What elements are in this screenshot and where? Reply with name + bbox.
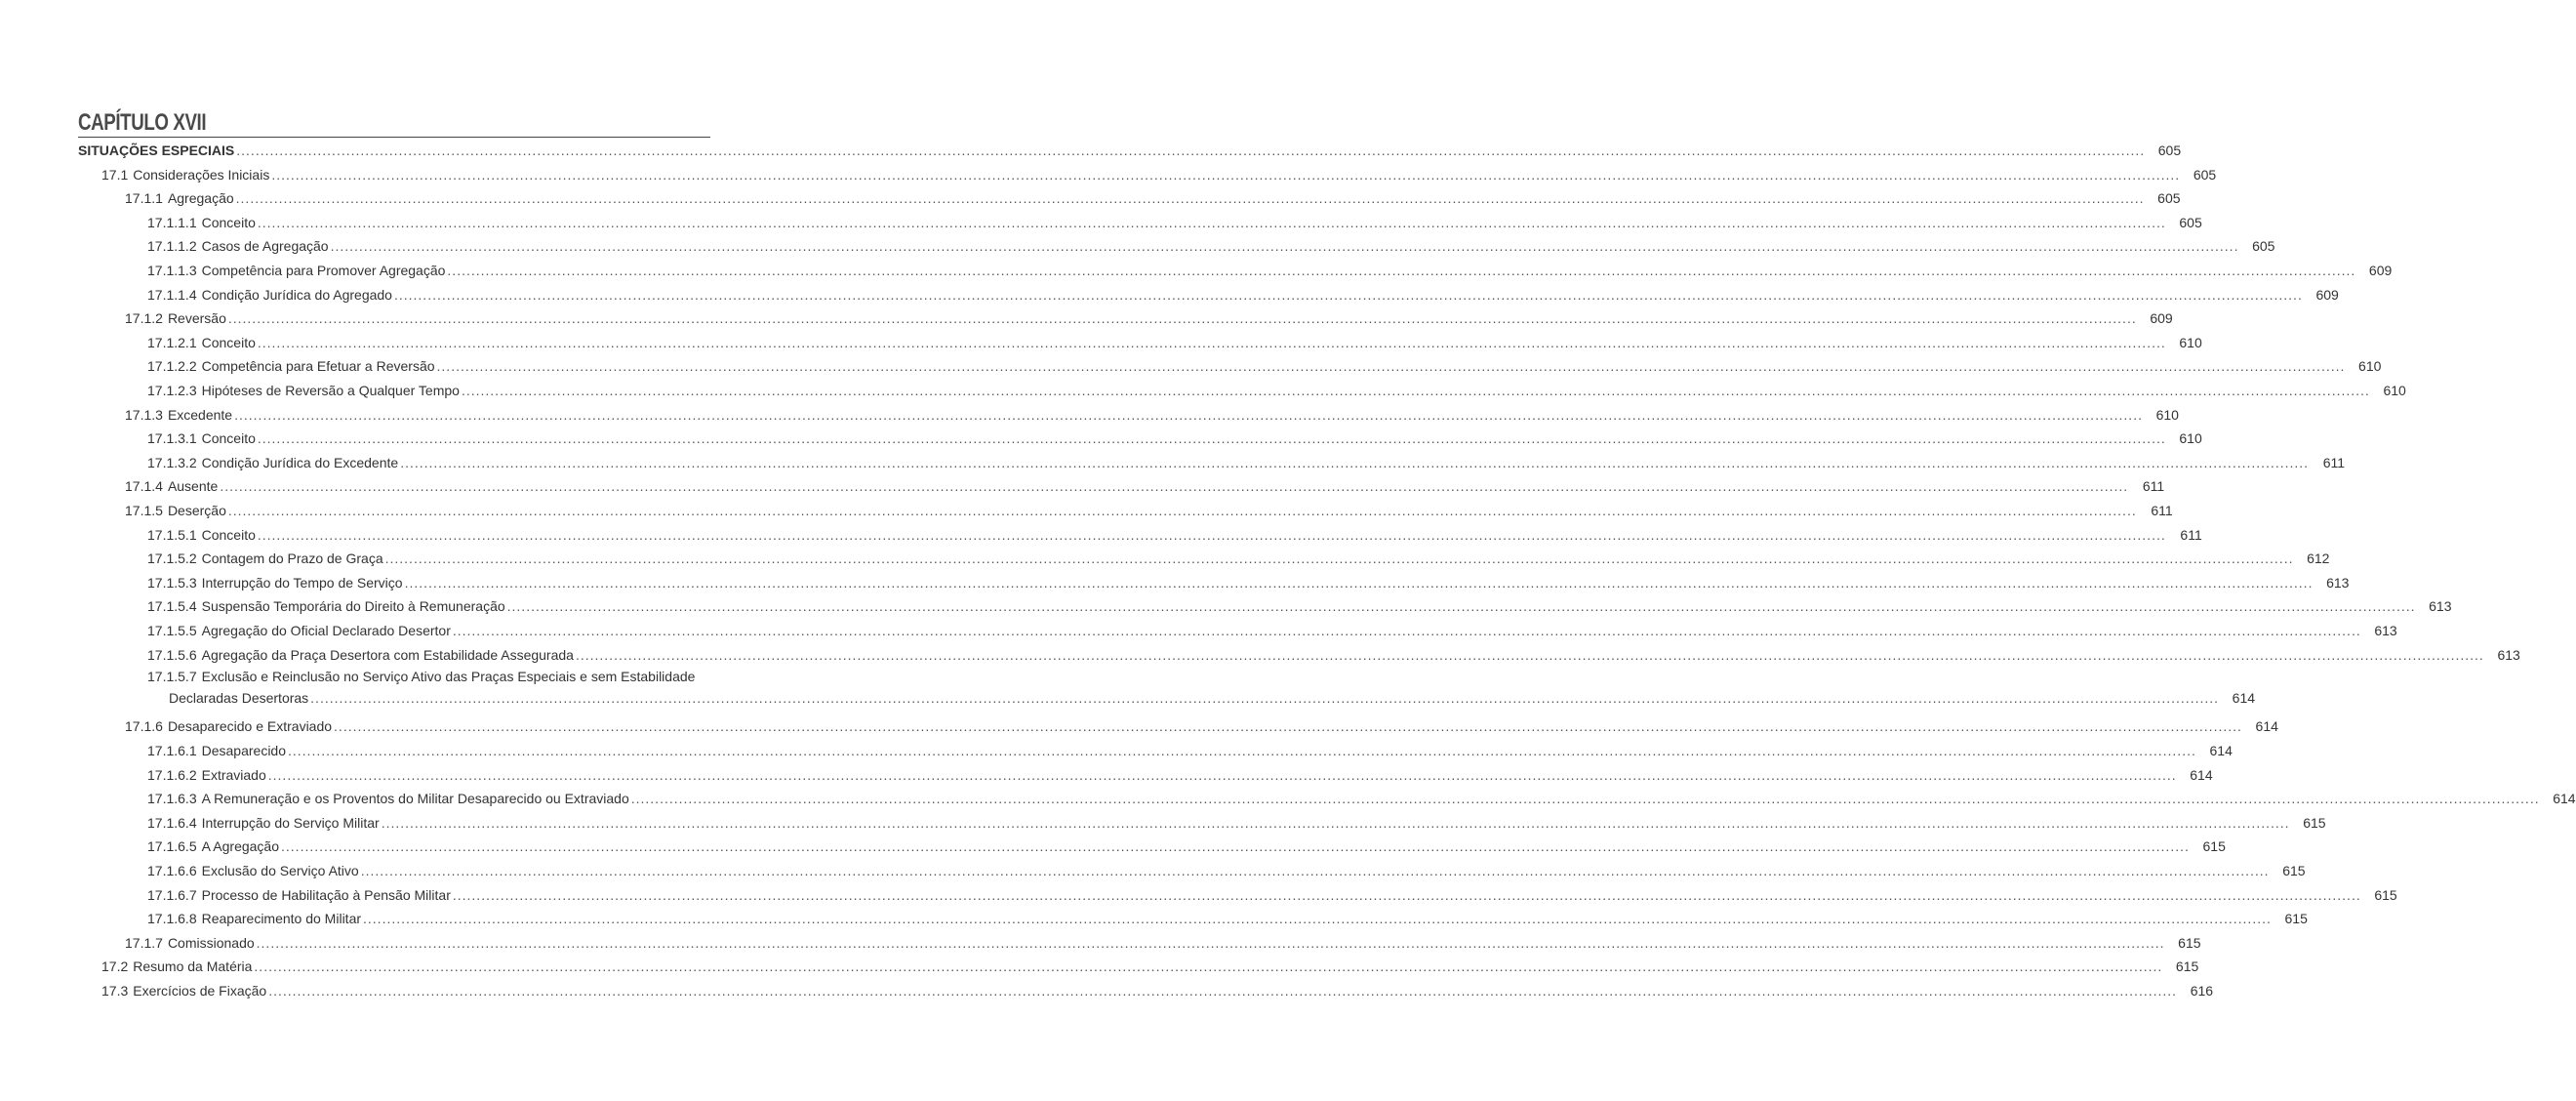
toc-page-number: 611 [2180, 526, 2202, 543]
toc-entry[interactable] [78, 138, 2182, 159]
toc-page-number: 613 [2497, 646, 2520, 663]
toc-entry-label [147, 430, 256, 447]
toc-page-number: 611 [2151, 503, 2173, 518]
toc-entry[interactable] [147, 762, 2213, 784]
toc-entry-number: 17.1.7 [125, 934, 163, 951]
toc-leader-dots: ................................................................................................................................................................................................................................................................................................................................................................................................................ [220, 478, 2129, 495]
toc-entry-number: 17.1.5.6 [147, 646, 197, 663]
toc-page-number: 611 [2322, 454, 2346, 470]
toc-entry-label [147, 623, 451, 639]
toc-page-number: 614 [2209, 743, 2233, 758]
toc-leader-dots: ................................................................................................................................................................................................................................................................................................................................................................................................................ [436, 358, 2346, 375]
toc-entry[interactable] [125, 714, 2278, 735]
toc-entry-label [125, 310, 226, 327]
toc-entry-number: 17.1.1.4 [147, 286, 197, 303]
toc-entry-label [101, 167, 269, 184]
toc-entry-number: 17.1.2 [125, 310, 163, 327]
toc-leader-dots: ................................................................................................................................................................................................................................................................................................................................................................................................................ [271, 166, 2181, 183]
toc-entry[interactable] [147, 210, 2202, 231]
toc-entry-number: 17.1.5.7 [147, 669, 197, 685]
toc-entry[interactable] [125, 498, 2173, 519]
toc-page-number: 610 [2179, 430, 2202, 447]
toc-entry[interactable] [147, 810, 2326, 832]
toc-entry-number: 17.1.1 [125, 190, 163, 207]
toc-leader-dots: ................................................................................................................................................................................................................................................................................................................................................................................................................ [257, 430, 2166, 447]
toc-entry-title: Extraviado [201, 766, 266, 783]
toc-entry-label [147, 550, 383, 567]
toc-leader-dots: ................................................................................................................................................................................................................................................................................................................................................................................................................ [630, 791, 2540, 807]
toc-leader-dots: ................................................................................................................................................................................................................................................................................................................................................................................................................ [452, 886, 2361, 903]
toc-entry[interactable] [147, 378, 2406, 399]
toc-page-number: 615 [2178, 934, 2201, 951]
toc-entry[interactable] [147, 786, 2576, 807]
toc-leader-dots: ................................................................................................................................................................................................................................................................................................................................................................................................................ [363, 911, 2272, 927]
toc-page-number: 605 [2193, 166, 2217, 183]
toc-entry[interactable] [101, 978, 2214, 999]
toc-page-number: 609 [2315, 286, 2339, 303]
toc-entry-number: 17.1.5.1 [147, 526, 197, 543]
toc-leader-dots: ................................................................................................................................................................................................................................................................................................................................................................................................................ [288, 743, 2196, 758]
toc-leader-dots: ................................................................................................................................................................................................................................................................................................................................................................................................................ [235, 190, 2145, 207]
toc-page-number: 613 [2326, 574, 2350, 591]
toc-page-number: 615 [2175, 958, 2199, 975]
toc-leader-dots: ................................................................................................................................................................................................................................................................................................................................................................................................................ [257, 526, 2166, 543]
toc-entry[interactable] [147, 426, 2202, 447]
toc-entry[interactable] [147, 738, 2233, 759]
toc-entry[interactable] [169, 685, 2256, 707]
toc-entry-number: 17.1.5.2 [147, 550, 197, 567]
toc-entry-title-line2: Declaradas Desertoras [169, 690, 309, 707]
toc-page-number: 614 [2553, 791, 2576, 807]
toc-entry-label [147, 335, 256, 351]
toc-entry[interactable] [125, 473, 2165, 495]
toc-entry-number: 17.1.2.2 [147, 358, 197, 375]
toc-entry-number: 17.1.1.1 [147, 214, 197, 230]
toc-entry-title: Deserção [167, 503, 226, 518]
toc-entry-label [147, 575, 403, 591]
toc-leader-dots: ................................................................................................................................................................................................................................................................................................................................................................................................................ [227, 503, 2137, 518]
toc-entry-title: Exercícios de Fixação [133, 983, 267, 999]
toc-entry-number: 17.1.1.3 [147, 263, 197, 278]
toc-entry-title: Processo de Habilitação à Pensão Militar [201, 886, 451, 903]
toc-entry[interactable] [125, 402, 2179, 424]
toc-entry-number: 17.1.6.3 [147, 791, 197, 807]
toc-entry-label [147, 598, 505, 615]
toc-entry[interactable] [101, 162, 2217, 184]
toc-entry-title: Competência para Promover Agregação [201, 263, 446, 278]
toc-entry-label [125, 718, 332, 735]
toc-entry-number: 17.3 [101, 983, 129, 999]
toc-entry-label [125, 935, 255, 952]
toc-page-number: 605 [2252, 238, 2275, 255]
toc-leader-dots: ................................................................................................................................................................................................................................................................................................................................................................................................................ [506, 598, 2416, 615]
toc-leader-dots: ................................................................................................................................................................................................................................................................................................................................................................................................................ [234, 406, 2143, 423]
toc-entry-label [147, 838, 279, 855]
toc-entry[interactable] [147, 858, 2306, 879]
toc-page-number: 615 [2284, 911, 2308, 927]
toc-entry-title: SITUAÇÕES ESPECIAIS [78, 143, 235, 158]
toc-entry-title: Suspensão Temporária do Direito à Remuneração [201, 598, 505, 615]
toc-leader-dots: ................................................................................................................................................................................................................................................................................................................................................................................................................ [267, 766, 2177, 783]
toc-entry-title: Conceito [201, 430, 256, 447]
toc-leader-dots: ................................................................................................................................................................................................................................................................................................................................................................................................................ [452, 623, 2361, 638]
toc-page-number: 611 [2142, 478, 2165, 495]
toc-entry-number: 17.1.3.1 [147, 430, 197, 447]
toc-entry-title: Contagem do Prazo de Graça [201, 550, 383, 567]
toc-leader-dots: ................................................................................................................................................................................................................................................................................................................................................................................................................ [281, 838, 2190, 855]
toc-entry-title: Resumo da Matéria [133, 958, 253, 975]
toc-entry-title: A Remuneração e os Proventos do Militar Desaparecido ou Extraviado [201, 791, 629, 807]
toc-entry-label [147, 383, 460, 399]
toc-entry-title: Interrupção do Serviço Militar [201, 814, 380, 831]
toc-entry-label [147, 791, 629, 807]
toc-entry-label [78, 143, 234, 159]
toc-entry-label [147, 647, 574, 664]
toc-entry-label [101, 983, 266, 999]
toc-entry[interactable] [147, 834, 2226, 855]
toc-entry-title: Casos de Agregação [201, 238, 329, 255]
toc-entry-title: Agregação [167, 190, 234, 207]
toc-entry[interactable] [147, 906, 2308, 927]
toc-entry-title: Ausente [167, 478, 219, 495]
toc-page-number: 610 [2179, 334, 2202, 350]
toc-entry[interactable] [147, 522, 2202, 544]
toc-entry-label [147, 455, 398, 471]
toc-entry-number: 17.1.6.4 [147, 814, 197, 831]
toc-page-number: 614 [2190, 766, 2213, 783]
toc-leader-dots: ................................................................................................................................................................................................................................................................................................................................................................................................................ [393, 286, 2303, 303]
toc-entry[interactable] [125, 185, 2181, 207]
toc-page-number: 613 [2429, 598, 2452, 615]
toc-leader-dots: ................................................................................................................................................................................................................................................................................................................................................................................................................ [236, 143, 2146, 158]
toc-leader-dots: ................................................................................................................................................................................................................................................................................................................................................................................................................ [257, 334, 2166, 350]
toc-entry-label [125, 407, 232, 424]
toc-leader-dots: ................................................................................................................................................................................................................................................................................................................................................................................................................ [330, 238, 2239, 255]
toc-page-number: 615 [2202, 838, 2226, 855]
toc-leader-dots: ................................................................................................................................................................................................................................................................................................................................................................................................................ [256, 934, 2165, 951]
toc-entry[interactable] [147, 233, 2275, 255]
toc-entry-title: Interrupção do Tempo de Serviço [201, 574, 403, 591]
toc-page-number: 615 [2374, 886, 2397, 903]
toc-entry-title: Conceito [201, 526, 256, 543]
toc-page-number: 609 [2150, 310, 2173, 327]
toc-entry-title: Comissionado [167, 934, 255, 951]
toc-entry-title: A Agregação [201, 838, 280, 855]
toc-entry[interactable] [147, 330, 2202, 351]
toc-page-number: 605 [2157, 143, 2182, 158]
toc-entry-number: 17.1.1.2 [147, 238, 197, 255]
toc-entry-number: 17.1.5 [125, 503, 163, 518]
toc-entry-label [147, 215, 256, 231]
toc-leader-dots: ................................................................................................................................................................................................................................................................................................................................................................................................................ [381, 814, 2290, 831]
toc-entry[interactable] [147, 546, 2330, 567]
toc-entry-number: 17.1.3.2 [147, 454, 197, 470]
toc-entry-number: 17.1.3 [125, 406, 163, 423]
toc-page-number: 616 [2190, 983, 2214, 999]
toc-entry-title: Desaparecido [201, 743, 286, 758]
toc-entry-number: 17.1.2.3 [147, 383, 197, 398]
toc-leader-dots: ................................................................................................................................................................................................................................................................................................................................................................................................................ [310, 690, 2220, 707]
toc-entry-number: 17.1.6.8 [147, 911, 197, 927]
toc-entry-title: Excedente [167, 406, 233, 423]
toc-entry-number: 17.1.6 [125, 718, 163, 735]
toc-entry-label [147, 743, 286, 759]
toc-page-number: 610 [2155, 406, 2179, 423]
toc-entry-label [147, 287, 392, 304]
toc-entry-label [125, 478, 218, 495]
toc-entry-label [147, 263, 445, 279]
toc-page-number: 614 [2255, 718, 2278, 735]
toc-entry-label [147, 527, 256, 544]
toc-entry-number: 17.1.6.1 [147, 743, 197, 758]
toc-leader-dots: ................................................................................................................................................................................................................................................................................................................................................................................................................ [360, 863, 2270, 878]
toc-leader-dots: ................................................................................................................................................................................................................................................................................................................................................................................................................ [254, 958, 2163, 975]
toc-entry-label [125, 190, 234, 207]
toc-entry-number: 17.1.4 [125, 478, 163, 495]
toc-entry-title: Competência para Efetuar a Reversão [201, 358, 435, 375]
toc-entry-title: Desaparecido e Extraviado [167, 718, 333, 735]
toc-leader-dots: ................................................................................................................................................................................................................................................................................................................................................................................................................ [404, 574, 2314, 591]
toc-leader-dots: ................................................................................................................................................................................................................................................................................................................................................................................................................ [227, 310, 2137, 327]
toc-entry[interactable] [147, 282, 2339, 304]
toc-entry[interactable] [125, 306, 2173, 327]
toc-leader-dots: ................................................................................................................................................................................................................................................................................................................................................................................................................ [257, 214, 2166, 230]
toc-page-number: 614 [2232, 690, 2256, 707]
toc-entry[interactable] [147, 882, 2397, 904]
toc-page-number: 613 [2374, 623, 2397, 638]
toc-entry[interactable] [147, 642, 2520, 664]
toc-entry-title: Agregação do Oficial Declarado Desertor [201, 623, 451, 638]
toc-entry-label [147, 767, 266, 784]
toc-leader-dots: ................................................................................................................................................................................................................................................................................................................................................................................................................ [384, 550, 2294, 567]
toc-page-number: 605 [2157, 190, 2181, 207]
toc-entry-label [147, 863, 359, 879]
toc-entry-label [147, 238, 329, 255]
toc-entry-label [169, 690, 308, 707]
toc-leader-dots: ................................................................................................................................................................................................................................................................................................................................................................................................................ [268, 983, 2178, 999]
toc-entry-label [101, 958, 252, 975]
toc-entry-title: Reaparecimento do Militar [201, 911, 362, 927]
toc-entry[interactable] [125, 930, 2201, 952]
toc-leader-dots: ................................................................................................................................................................................................................................................................................................................................................................................................................ [461, 383, 2370, 398]
toc-entry-label [147, 358, 435, 375]
toc-entry-number: 17.1.6.7 [147, 886, 197, 903]
toc-entry[interactable] [147, 258, 2393, 279]
toc-entry-title-line1: Exclusão e Reinclusão no Serviço Ativo das Praças Especiais e sem Estabilidade [201, 669, 696, 685]
toc-entry-title: Conceito [201, 334, 256, 350]
toc-entry-title [147, 669, 695, 684]
toc-entry-number: 17.1.6.6 [147, 863, 197, 878]
toc-entry[interactable] [147, 353, 2382, 375]
toc-entry-number: 17.1.2.1 [147, 334, 197, 350]
toc-leader-dots: ................................................................................................................................................................................................................................................................................................................................................................................................................ [334, 718, 2242, 735]
toc-entry-number: 17.1.6.5 [147, 838, 197, 855]
toc-page-number: 615 [2303, 814, 2326, 831]
toc-entry-title: Considerações Iniciais [133, 166, 270, 183]
toc-entry-title: Condição Jurídica do Agregado [201, 286, 392, 303]
toc-entry-title: Conceito [201, 214, 256, 230]
toc-entry-label [125, 503, 226, 519]
toc-entry-title: Agregação da Praça Desertora com Estabilidade Assegurada [201, 646, 574, 663]
chapter-title: CAPÍTULO XVII [78, 109, 207, 136]
toc-entry-title: Reversão [167, 310, 226, 327]
toc-entry-label [147, 911, 361, 927]
toc-entry-title: Condição Jurídica do Excedente [201, 454, 399, 470]
toc-entry-label [147, 887, 451, 904]
toc-page-number: 610 [2383, 383, 2406, 398]
toc-entry-number: 17.1 [101, 166, 129, 183]
toc-entry-title: Exclusão do Serviço Ativo [201, 863, 359, 878]
toc-entry[interactable] [147, 618, 2397, 639]
toc-entry-number: 17.1.5.4 [147, 598, 197, 615]
toc-entry-number: 17.1.5.3 [147, 574, 197, 591]
toc-entry-number: 17.1.5.5 [147, 623, 197, 638]
toc-page-number: 615 [2282, 863, 2306, 878]
toc-entry-title: Hipóteses de Reversão a Qualquer Tempo [201, 383, 460, 398]
toc-leader-dots: ................................................................................................................................................................................................................................................................................................................................................................................................................ [400, 454, 2310, 470]
toc-page-number: 609 [2368, 263, 2393, 278]
toc-entry-number: 17.2 [101, 958, 129, 975]
toc-entry[interactable] [147, 570, 2350, 591]
toc-entry-number: 17.1.6.2 [147, 766, 197, 783]
toc-entry[interactable] [101, 954, 2199, 975]
toc-page-number: 612 [2307, 550, 2330, 567]
toc-entry[interactable] [147, 593, 2452, 615]
toc-entry[interactable] [147, 450, 2346, 471]
toc-leader-dots: ................................................................................................................................................................................................................................................................................................................................................................................................................ [447, 263, 2356, 278]
toc-leader-dots: ................................................................................................................................................................................................................................................................................................................................................................................................................ [575, 646, 2484, 663]
toc-entry-label [147, 815, 380, 832]
toc-page-number: 610 [2358, 358, 2382, 375]
toc-page-number: 605 [2179, 214, 2202, 230]
